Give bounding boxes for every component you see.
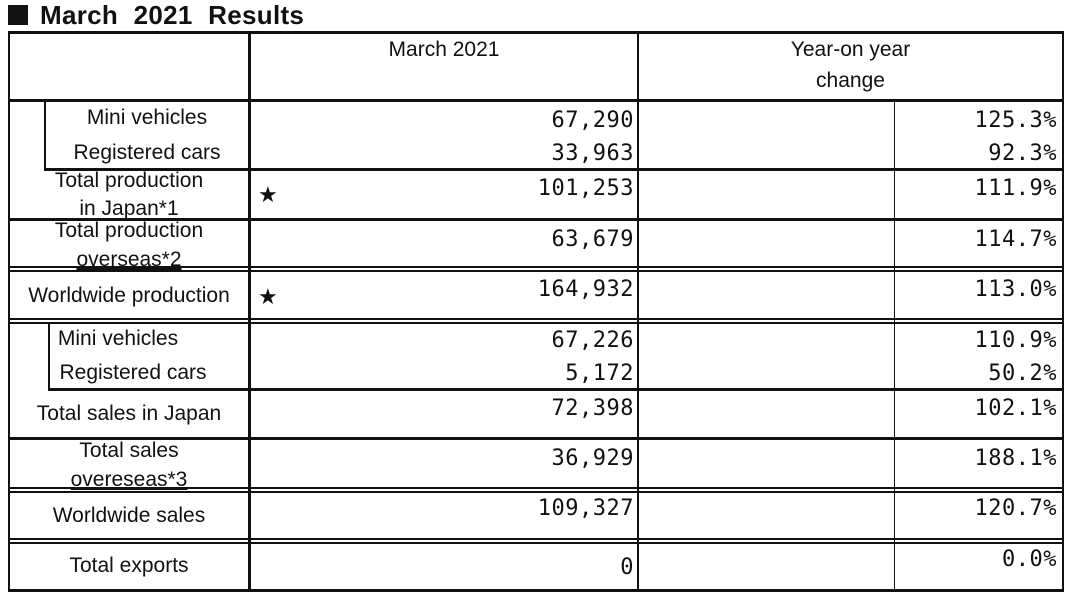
row-value-prod-japan: 101,253 — [537, 176, 634, 201]
row-value-prod-overseas: 63,679 — [551, 227, 634, 252]
row-yoy-prod-mini: 125.3% — [974, 108, 1057, 133]
row-label-sales-overseas-2: overeseas*3 — [70, 468, 188, 491]
row-label-sales-japan: Total sales in Japan — [36, 402, 222, 425]
row-yoy-sales-overseas: 188.1% — [974, 446, 1057, 471]
title-text: March 2021 Results — [40, 0, 305, 30]
row-label-prod-world: Worldwide production — [28, 284, 230, 307]
row-value-exports: 0 — [620, 555, 634, 580]
row-value-sales-overseas: 36,929 — [551, 446, 634, 471]
row-label-prod-mini: Mini vehicles — [86, 106, 208, 129]
header-yoy-line1: Year-on year — [790, 38, 911, 61]
row-yoy-prod-overseas: 114.7% — [974, 227, 1057, 252]
row-yoy-exports: 0.0% — [1002, 547, 1057, 572]
row-value-sales-mini: 67,226 — [551, 328, 634, 353]
page-title — [8, 0, 304, 30]
row-yoy-sales-reg: 50.2% — [988, 361, 1057, 386]
square-bullet-icon — [8, 5, 28, 25]
row-yoy-prod-japan: 111.9% — [974, 176, 1057, 201]
row-label-prod-japan-2: in Japan*1 — [79, 197, 179, 220]
header-march-2021: March 2021 — [388, 38, 500, 61]
row-label-sales-mini: Mini vehicles — [57, 327, 179, 350]
row-label-prod-japan-1: Total production — [54, 169, 204, 192]
row-label-sales-overseas-1: Total sales — [79, 439, 179, 462]
row-value-prod-mini: 67,290 — [551, 108, 634, 133]
row-yoy-sales-mini: 110.9% — [974, 328, 1057, 353]
row-label-prod-overseas-1: Total production — [54, 219, 204, 242]
row-value-prod-reg: 33,963 — [551, 141, 634, 166]
row-value-sales-reg: 5,172 — [565, 361, 634, 386]
row-label-prod-overseas-2: overseas*2 — [76, 248, 182, 271]
row-label-sales-reg: Registered cars — [59, 361, 207, 384]
row-yoy-prod-world: 113.0% — [974, 277, 1057, 302]
star-icon: ★ — [258, 285, 278, 310]
header-yoy-line2: change — [816, 69, 885, 92]
row-value-prod-world: 164,932 — [537, 277, 634, 302]
row-value-sales-japan: 72,398 — [551, 396, 634, 421]
row-label-prod-reg: Registered cars — [73, 141, 221, 164]
row-value-sales-world: 109,327 — [537, 496, 634, 521]
row-yoy-sales-world: 120.7% — [974, 496, 1057, 521]
row-label-sales-world: Worldwide sales — [52, 504, 206, 527]
star-icon: ★ — [258, 183, 278, 208]
row-yoy-prod-reg: 92.3% — [988, 141, 1057, 166]
row-yoy-sales-japan: 102.1% — [974, 396, 1057, 421]
row-label-exports: Total exports — [69, 554, 189, 577]
